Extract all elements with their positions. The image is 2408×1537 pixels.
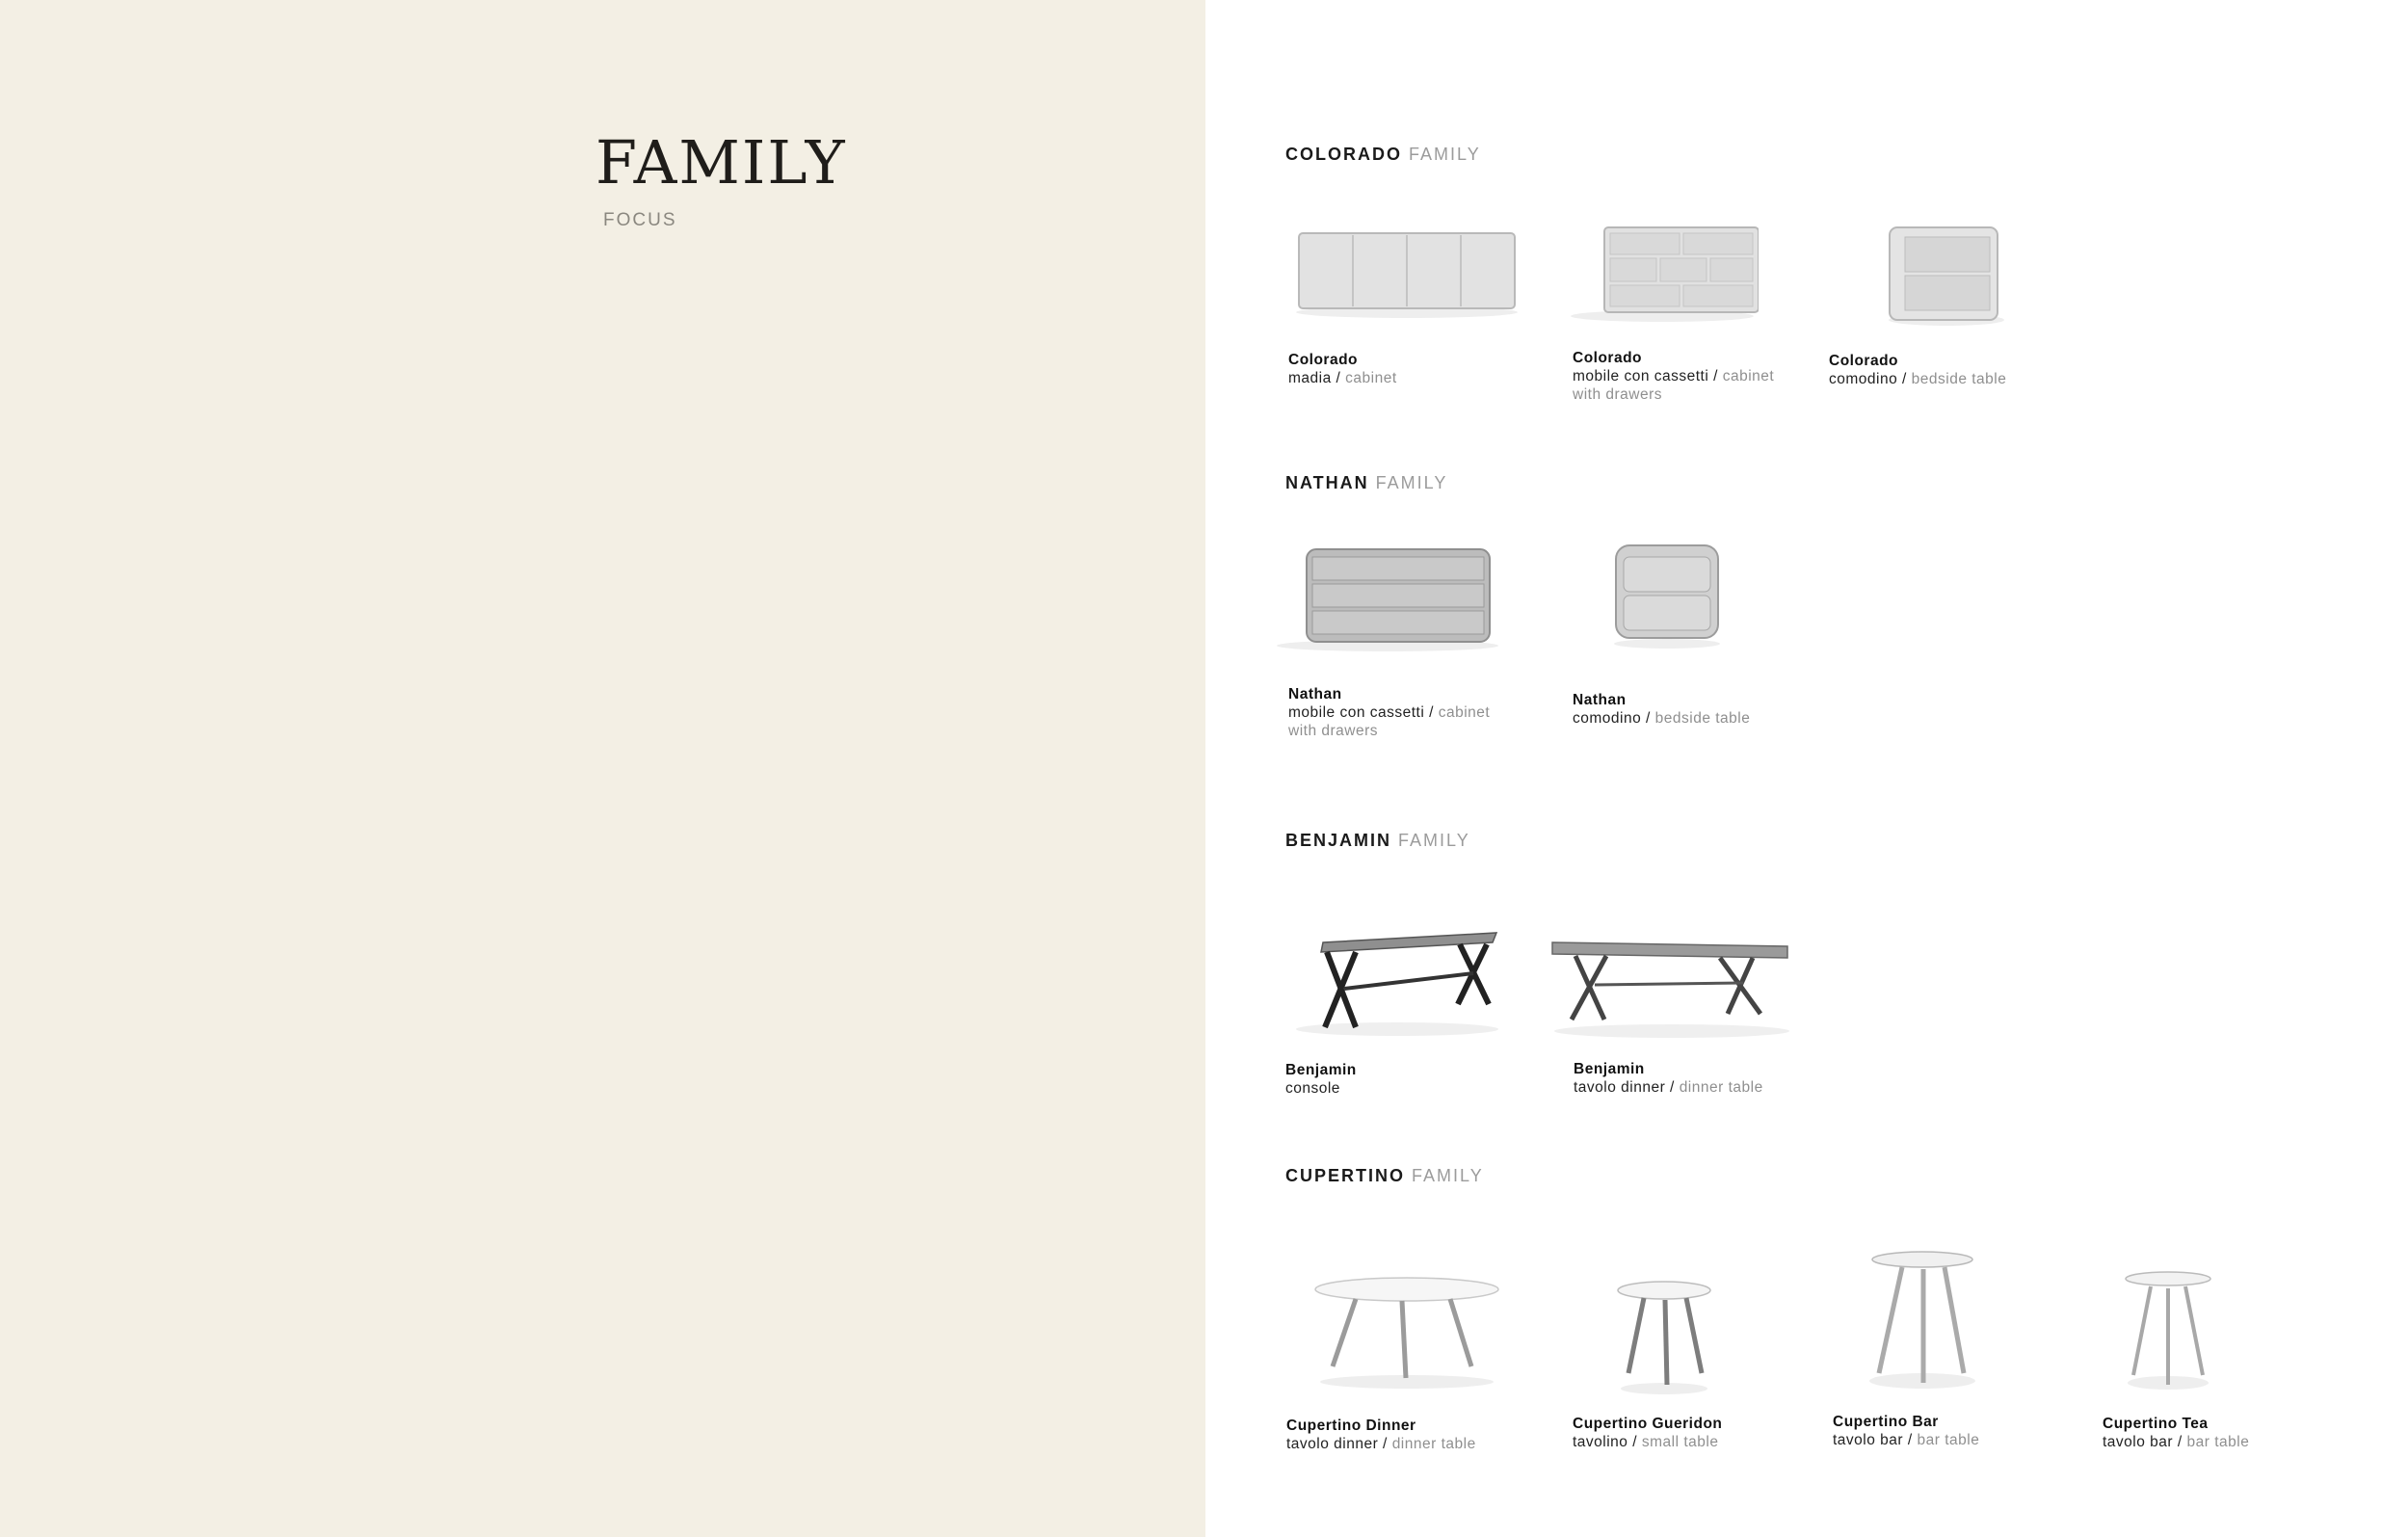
product-italian: mobile con cassetti / [1288,704,1434,721]
nathan-bedside-image [1604,540,1730,650]
product-italian: tavolo dinner / [1574,1079,1675,1096]
product-name: Benjamin [1574,1061,1645,1077]
product-name: Cupertino Tea [2103,1416,2209,1432]
family-suffix: FAMILY [1409,145,1481,164]
colorado-bedside-image [1884,222,2009,328]
cupertino-tea-image [2120,1267,2216,1392]
page-subtitle: FOCUS [603,210,677,230]
product-name: Colorado [1829,353,1899,369]
cupertino-bar-image [1860,1248,1985,1392]
family-name: NATHAN [1285,473,1369,492]
benjamin-dinner-table-image [1547,933,1797,1039]
product-english: small table [1641,1434,1719,1450]
product-italian: madia / [1288,370,1341,386]
family-name: COLORADO [1285,145,1402,164]
product-english: bedside table [1654,710,1751,727]
product-name: Cupertino Dinner [1286,1418,1416,1434]
colorado-drawers-image [1566,220,1759,326]
family-name: BENJAMIN [1285,831,1392,850]
product-english: dinner table [1679,1079,1763,1096]
product-english: cabinet [1345,370,1397,386]
colorado-cabinet-image [1291,224,1522,320]
product-caption [2103,1415,2249,1451]
product-italian: tavolo bar / [1833,1432,1913,1448]
product-caption [1833,1413,1979,1449]
product-english: bedside table [1911,371,2007,387]
product-english: cabinet with drawers [1288,704,1491,739]
family-suffix: FAMILY [1398,831,1470,850]
product-english: bar table [1917,1432,1980,1448]
product-italian: comodino / [1573,710,1651,727]
family-suffix: FAMILY [1412,1166,1484,1185]
product-caption [1573,691,1750,728]
product-name: Cupertino Gueridon [1573,1416,1723,1432]
family-heading-benjamin [1285,831,1470,851]
cupertino-gueridon-image [1611,1277,1717,1397]
product-english: cabinet with drawers [1573,368,1775,403]
family-heading-colorado [1285,145,1481,165]
product-caption [1829,352,2006,388]
product-caption [1285,1061,1357,1098]
product-caption [1288,685,1510,740]
product-italian: tavolino / [1573,1434,1638,1450]
nathan-drawers-image [1272,542,1503,652]
product-italian: tavolo dinner / [1286,1436,1388,1452]
product-caption [1573,1415,1722,1451]
product-english: dinner table [1391,1436,1476,1452]
family-heading-cupertino [1285,1166,1484,1186]
family-heading-nathan [1285,473,1447,493]
page-title: FAMILY [595,127,847,198]
product-name: Benjamin [1285,1062,1357,1078]
product-italian: console [1285,1080,1340,1097]
product-name: Nathan [1573,692,1627,708]
product-caption [1574,1060,1763,1097]
benjamin-console-image [1286,923,1508,1039]
product-name: Colorado [1573,350,1643,366]
product-italian: mobile con cassetti / [1573,368,1718,384]
product-name: Colorado [1288,352,1359,368]
product-caption [1573,349,1785,404]
product-caption [1286,1417,1476,1453]
product-english: bar table [2186,1434,2250,1450]
product-italian: comodino / [1829,371,1907,387]
family-name: CUPERTINO [1285,1166,1406,1185]
cupertino-dinner-image [1306,1270,1508,1391]
product-name: Nathan [1288,686,1342,702]
family-suffix: FAMILY [1375,473,1448,492]
product-caption [1288,351,1397,387]
product-name: Cupertino Bar [1833,1414,1939,1430]
product-italian: tavolo bar / [2103,1434,2183,1450]
